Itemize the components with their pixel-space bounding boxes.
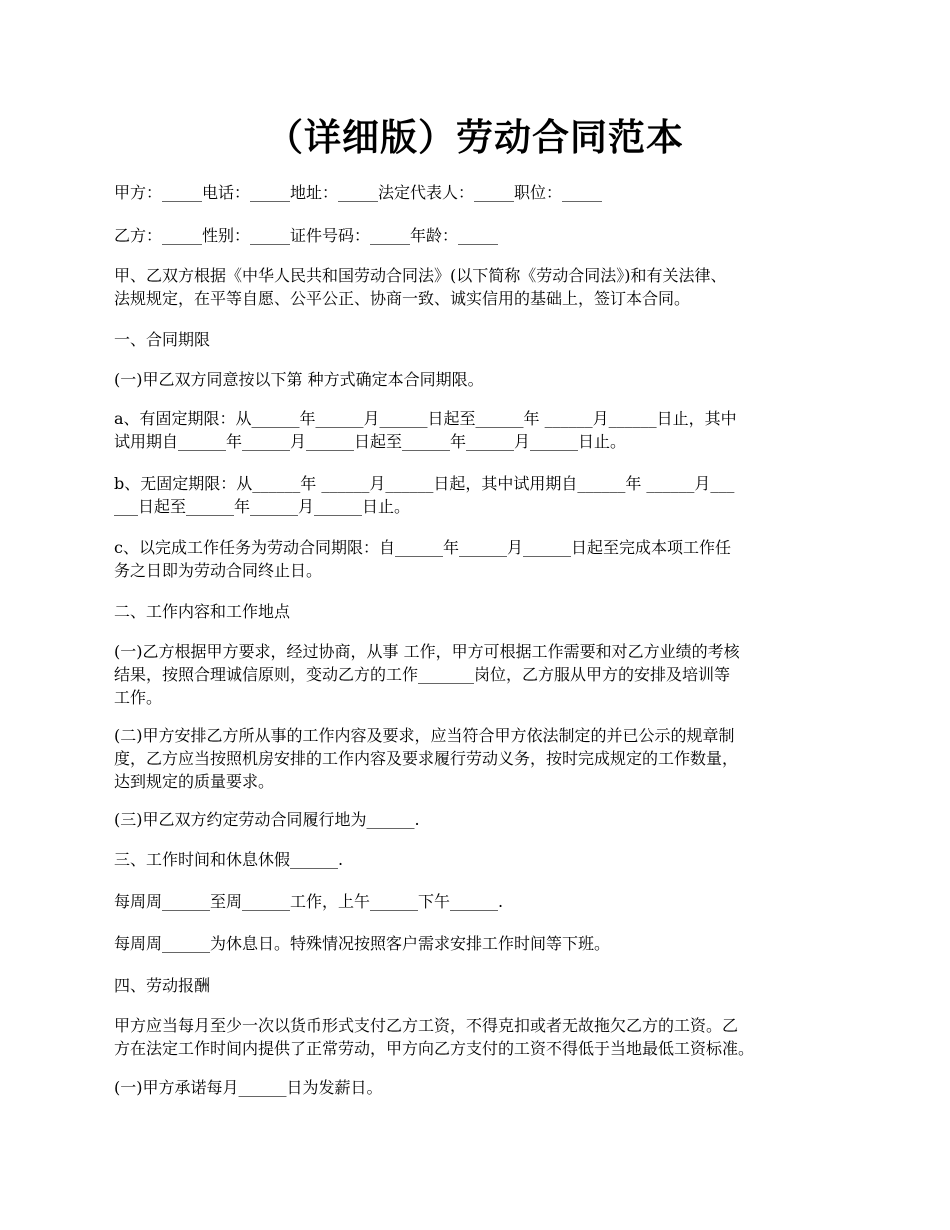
text-line: 甲方：_____电话：_____地址：_____法定代表人：_____职位：_____ bbox=[114, 183, 603, 202]
paragraph bbox=[114, 890, 840, 913]
text-line: 乙方：_____性别：_____证件号码：_____年龄：_____ bbox=[114, 226, 499, 245]
text-line: 工作。 bbox=[114, 688, 163, 707]
text-line: 法规规定，在平等自愿、公平公正、协商一致、诚实信用的基础上，签订本合同。 bbox=[114, 289, 691, 308]
text-line: 三、工作时间和休息休假______. bbox=[114, 850, 344, 869]
text-line: 务之日即为劳动合同终止日。 bbox=[114, 561, 323, 580]
text-line: 试用期自______年______月______日起至______年______月______日止。 bbox=[114, 432, 627, 451]
paragraph bbox=[114, 848, 840, 871]
text-line: (二)甲方安排乙方所从事的工作内容及要求，应当符合甲方依法制定的并已公示的规章制 bbox=[114, 726, 735, 745]
text-line: 甲、乙双方根据《中华人民共和国劳动合同法》(以下简称《劳动合同法》)和有关法律、 bbox=[114, 266, 727, 285]
text-line: ___日起至______年______月______日止。 bbox=[114, 497, 411, 516]
text-line: 每周周______为休息日。特殊情况按照客户需求安排工作时间等下班。 bbox=[114, 934, 611, 953]
text-line: (一)乙方根据甲方要求，经过协商，从事 工作，甲方可根据工作需要和对乙方业绩的考核 bbox=[114, 642, 740, 661]
document-title: （详细版）劳动合同范本 bbox=[266, 115, 684, 159]
text-line: 一、合同期限 bbox=[114, 330, 211, 349]
text-line: 度，乙方应当按照机房安排的工作内容及要求履行劳动义务，按时完成规定的工作数量， bbox=[114, 749, 739, 768]
text-line: 四、劳动报酬 bbox=[114, 976, 211, 995]
paragraph bbox=[114, 328, 840, 351]
text-line: (一)甲方承诺每月______日为发薪日。 bbox=[114, 1078, 383, 1097]
paragraph bbox=[114, 808, 840, 831]
paragraph bbox=[114, 1076, 840, 1099]
text-line: 结果，按照合理诚信原则，变动乙方的工作_______岗位，乙方服从甲方的安排及培训等 bbox=[114, 665, 731, 684]
text-line: c、以完成工作任务为劳动合同期限：自______年______月______日起至完成本项工作任 bbox=[114, 538, 731, 557]
paragraph bbox=[114, 600, 840, 623]
text-line: (一)甲乙双方同意按以下第 种方式确定本合同期限。 bbox=[114, 370, 484, 389]
paragraph bbox=[114, 932, 840, 955]
paragraph bbox=[114, 407, 840, 453]
paragraph bbox=[114, 224, 840, 247]
paragraph bbox=[114, 472, 840, 518]
text-line: 达到规定的质量要求。 bbox=[114, 772, 275, 791]
paragraph bbox=[114, 368, 840, 391]
text-line: b、无固定期限：从______年 ______月______日起，其中试用期自______年 ______月___ bbox=[114, 474, 735, 493]
paragraph bbox=[114, 974, 840, 997]
text-line: a、有固定期限：从______年______月______日起至______年 ______月______日止，其中 bbox=[114, 409, 737, 428]
text-line: 方在法定工作时间内提供了正常劳动，甲方向乙方支付的工资不得低于当地最低工资标准。 bbox=[114, 1039, 755, 1058]
text-line: 甲方应当每月至少一次以货币形式支付乙方工资，不得克扣或者无故拖欠乙方的工资。乙 bbox=[114, 1016, 739, 1035]
paragraph bbox=[114, 181, 840, 204]
paragraph bbox=[114, 264, 840, 310]
paragraph bbox=[114, 536, 840, 582]
paragraph bbox=[114, 1014, 840, 1060]
paragraph bbox=[114, 640, 840, 709]
text-line: 每周周______至周______工作，上午______下午______. bbox=[114, 892, 504, 911]
paragraph bbox=[114, 724, 840, 793]
text-line: 二、工作内容和工作地点 bbox=[114, 602, 291, 621]
text-line: (三)甲乙双方约定劳动合同履行地为______. bbox=[114, 810, 420, 829]
